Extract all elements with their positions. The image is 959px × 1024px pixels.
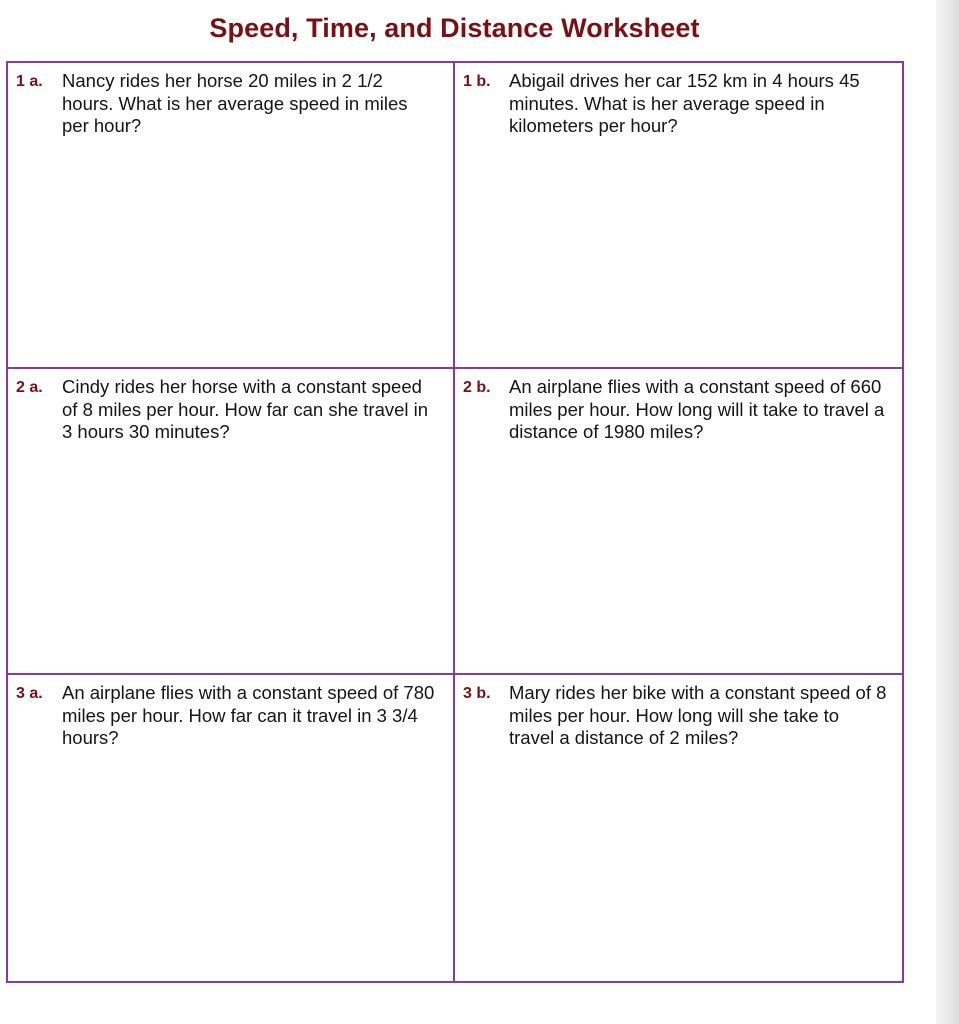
worksheet-title: Speed, Time, and Distance Worksheet — [209, 13, 700, 43]
question-number: 2 a. — [16, 379, 43, 396]
question-number: 2 b. — [463, 379, 491, 396]
question-cell-2a — [8, 369, 455, 675]
page-edge-shadow — [936, 0, 959, 1024]
question-number: 3 b. — [463, 685, 491, 702]
question-text: Abigail drives her car 152 km in 4 hours 45 minutes. What is her average speed in kilometers per hour? — [509, 70, 860, 136]
question-cell-1a — [8, 63, 455, 369]
question-cell-1b — [455, 63, 902, 369]
question-number: 3 a. — [16, 685, 43, 702]
question-text: Cindy rides her horse with a constant speed of 8 miles per hour. How far can she travel in 3 hours 30 minutes? — [62, 376, 429, 442]
question-cell-2b — [455, 369, 902, 675]
question-grid — [6, 61, 904, 983]
question-text: Nancy rides her horse 20 miles in 2 1/2 hours. What is her average speed in miles per hour? — [62, 70, 408, 136]
question-number: 1 b. — [463, 73, 491, 90]
question-cell-3a — [8, 675, 455, 981]
question-text: An airplane flies with a constant speed of 780 miles per hour. How far can it travel in 3 3/4 hours? — [62, 682, 435, 748]
question-text: An airplane flies with a constant speed of 660 miles per hour. How long will it take to travel a distance of 1980 miles? — [509, 376, 885, 442]
question-number: 1 a. — [16, 73, 43, 90]
question-cell-3b — [455, 675, 902, 981]
question-text: Mary rides her bike with a constant speed of 8 miles per hour. How long will she take to travel a distance of 2 miles? — [509, 682, 887, 748]
